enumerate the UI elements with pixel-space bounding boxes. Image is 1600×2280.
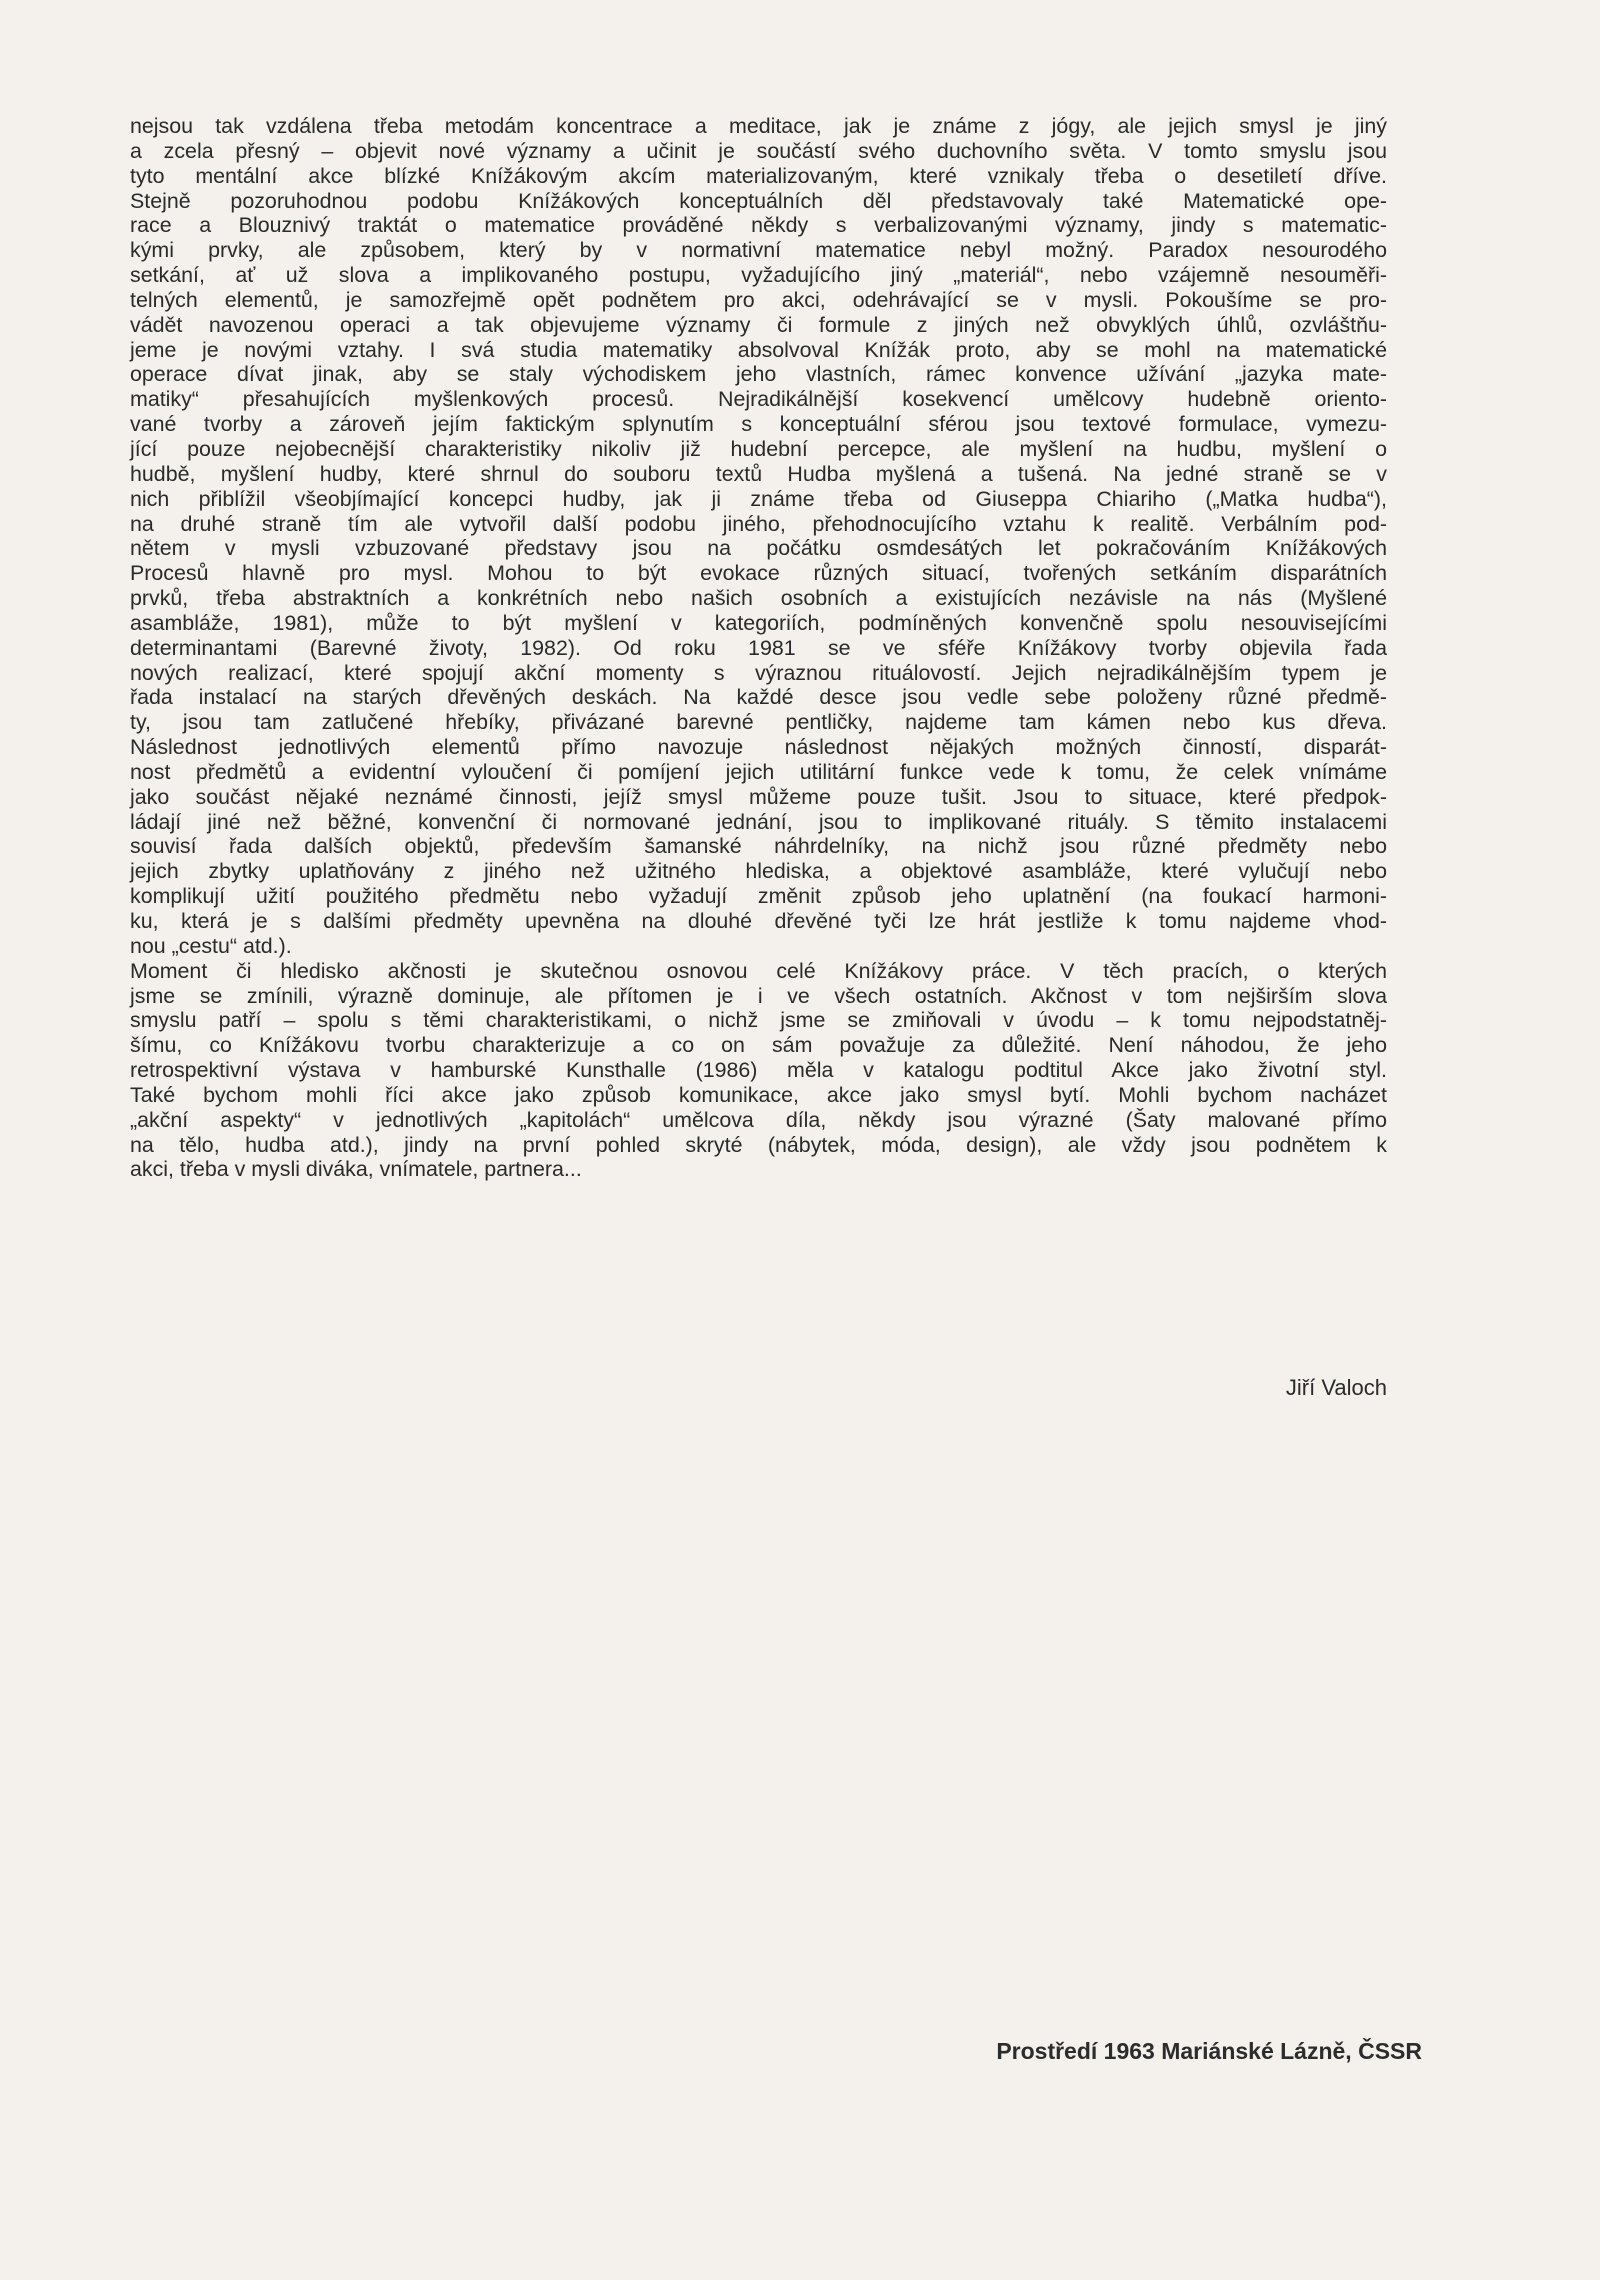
text-line: na tělo, hudba atd.), jindy na první pohled skryté (nábytek, móda, design), ale vždy jsou podnětem k bbox=[130, 1132, 1387, 1157]
text-line: setkání, ať už slova a implikovaného postupu, vyžadujícího jiný „materiál“, nebo vzájemně nesouměři- bbox=[130, 263, 1387, 288]
text-line: Stejně pozoruhodnou podobu Knížákových konceptuálních děl představovaly také Matematické ope- bbox=[130, 188, 1387, 213]
text-line: kými prvky, ale způsobem, který by v normativní matematice nebyl možný. Paradox nesourodého bbox=[130, 238, 1387, 263]
text-line: a zcela přesný – objevit nové významy a učinit je součástí svého duchovního světa. V tomto smyslu jsou bbox=[130, 138, 1387, 163]
text-line: šímu, co Knížákovu tvorbu charakterizuje a co on sám považuje za důležité. Není náhodou, že jeho bbox=[130, 1033, 1387, 1058]
text-line: jící pouze nejobecnější charakteristiky nikoliv již hudební percepce, ale myšlení na hudbu, myšlení o bbox=[130, 436, 1387, 461]
text-line: nejsou tak vzdálena třeba metodám koncentrace a meditace, jak je známe z jógy, ale jejich smysl je jiný bbox=[130, 114, 1387, 138]
text-line: ty, jsou tam zatlučené hřebíky, přivázané barevné pentličky, najdeme tam kámen nebo kus dřeva. bbox=[130, 710, 1387, 735]
text-line: Procesů hlavně pro mysl. Mohou to být evokace různých situací, tvořených setkáním disparátních bbox=[130, 561, 1387, 586]
text-line: Také bychom mohli říci akce jako způsob komunikace, akce jako smysl bytí. Mohli bychom nacházet bbox=[130, 1082, 1387, 1107]
text-line: vádět navozenou operaci a tak objevujeme významy či formule z jiných než obvyklých úhlů, ozvláštňu- bbox=[130, 312, 1387, 337]
text-line: hudbě, myšlení hudby, které shrnul do souboru textů Hudba myšlená a tušená. Na jedné straně se v bbox=[130, 461, 1387, 486]
figure-caption: Prostředí 1963 Mariánské Lázně, ČSSR bbox=[996, 2038, 1422, 2064]
text-line: nou „cestu“ atd.). bbox=[130, 933, 292, 958]
text-line: ládají jiné než běžné, konvenční či normované jednání, jsou to implikované rituály. S těmito instalacemi bbox=[130, 809, 1387, 834]
text-line: „akční aspekty“ v jednotlivých „kapitolách“ umělcova díla, někdy jsou výrazné (Šaty malované přímo bbox=[130, 1107, 1387, 1132]
text-line: Následnost jednotlivých elementů přímo navozuje následnost nějakých možných činností, disparát- bbox=[130, 735, 1387, 760]
text-line: jsme se zmínili, výrazně dominuje, ale přítomen je i ve všech ostatních. Akčnost v tom nejširším slova bbox=[130, 983, 1387, 1008]
text-line: determinantami (Barevné životy, 1982). Od roku 1981 se ve sféře Knížákovy tvorby objevila řada bbox=[130, 635, 1387, 660]
text-line: nětem v mysli vzbuzované představy jsou na počátku osmdesátých let pokračováním Knížákových bbox=[130, 536, 1387, 561]
text-line: nich přiblížil všeobjímající koncepci hudby, jak ji známe třeba od Giuseppa Chiariho („Matka hudba“), bbox=[130, 486, 1387, 511]
text-line: telných elementů, je samozřejmě opět podnětem pro akci, odehrávající se v mysli. Pokoušíme se pro- bbox=[130, 287, 1387, 312]
text-line: retrospektivní výstava v hamburské Kunsthalle (1986) měla v katalogu podtitul Akce jako životní styl. bbox=[130, 1058, 1387, 1083]
text-line: Moment či hledisko akčnosti je skutečnou osnovou celé Knížákovy práce. V těch pracích, o kterých bbox=[130, 958, 1387, 983]
text-line: asambláže, 1981), může to být myšlení v kategoriích, podmíněných konvenčně spolu nesouvisejícími bbox=[130, 610, 1387, 635]
text-line: matiky“ přesahujících myšlenkových procesů. Nejradikálnější kosekvencí umělcovy hudebně oriento- bbox=[130, 387, 1387, 412]
text-line: tyto mentální akce blízké Knížákovým akcím materializovaným, které vznikaly třeba o desetiletí dříve. bbox=[130, 163, 1387, 188]
text-line: ku, která je s dalšími předměty upevněna na dlouhé dřevěné tyči lze hrát jestliže k tomu najdeme vhod- bbox=[130, 909, 1387, 933]
text-line: na druhé straně tím ale vytvořil další podobu jiného, přehodnocujícího vztahu k realitě. Verbálním pod- bbox=[130, 511, 1387, 536]
text-line: komplikují užití použitého předmětu nebo vyžadují změnit způsob jeho uplatnění (na foukací harmoni- bbox=[130, 884, 1387, 909]
text-line: jeme je novými vztahy. I svá studia matematiky absolvoval Knížák proto, aby se mohl na matematické bbox=[130, 337, 1387, 362]
text-line: jako součást nějaké neznámé činnosti, jejíž smysl můžeme pouze tušit. Jsou to situace, které předpok- bbox=[130, 784, 1387, 809]
text-line: řada instalací na starých dřevěných deskách. Na každé desce jsou vedle sebe položeny různé předmě- bbox=[130, 685, 1387, 710]
text-line: smyslu patří – spolu s těmi charakteristikami, o nichž jsme se zmiňovali v úvodu – k tomu nejpodstatněj- bbox=[130, 1008, 1387, 1033]
text-line: nost předmětů a evidentní vyloučení či pomíjení jejich utilitární funkce vede k tomu, že celek vnímáme bbox=[130, 759, 1387, 784]
text-line: jejich zbytky uplatňovány z jiného než užitného hlediska, a objektové asambláže, které vylučují nebo bbox=[130, 859, 1387, 884]
text-line: race a Blouznivý traktát o matematice prováděné někdy s verbalizovanými významy, jindy s matematic- bbox=[130, 213, 1387, 238]
text-line: operace dívat jinak, aby se staly východiskem jeho vlastních, rámec konvence užívání „jazyka mate- bbox=[130, 362, 1387, 387]
text-line: vané tvorby a zároveň jejím faktickým splynutím s konceptuální sférou jsou textové formulace, vymezu- bbox=[130, 412, 1387, 437]
text-line: nových realizací, které spojují akční momenty s výraznou rituálovostí. Jejich nejradikálnějším typem je bbox=[130, 660, 1387, 685]
essay-text bbox=[130, 114, 1387, 1182]
text-line: akci, třeba v mysli diváka, vnímatele, partnera... bbox=[130, 1157, 582, 1182]
text-line: souvisí řada dalších objektů, především šamanské náhrdelníky, na nichž jsou různé předměty nebo bbox=[130, 834, 1387, 859]
text-line: prvků, třeba abstraktních a konkrétních nebo našich osobních a existujících nezávisle na nás (Myšlené bbox=[130, 586, 1387, 611]
author-signature: Jiří Valoch bbox=[1285, 1375, 1387, 1400]
